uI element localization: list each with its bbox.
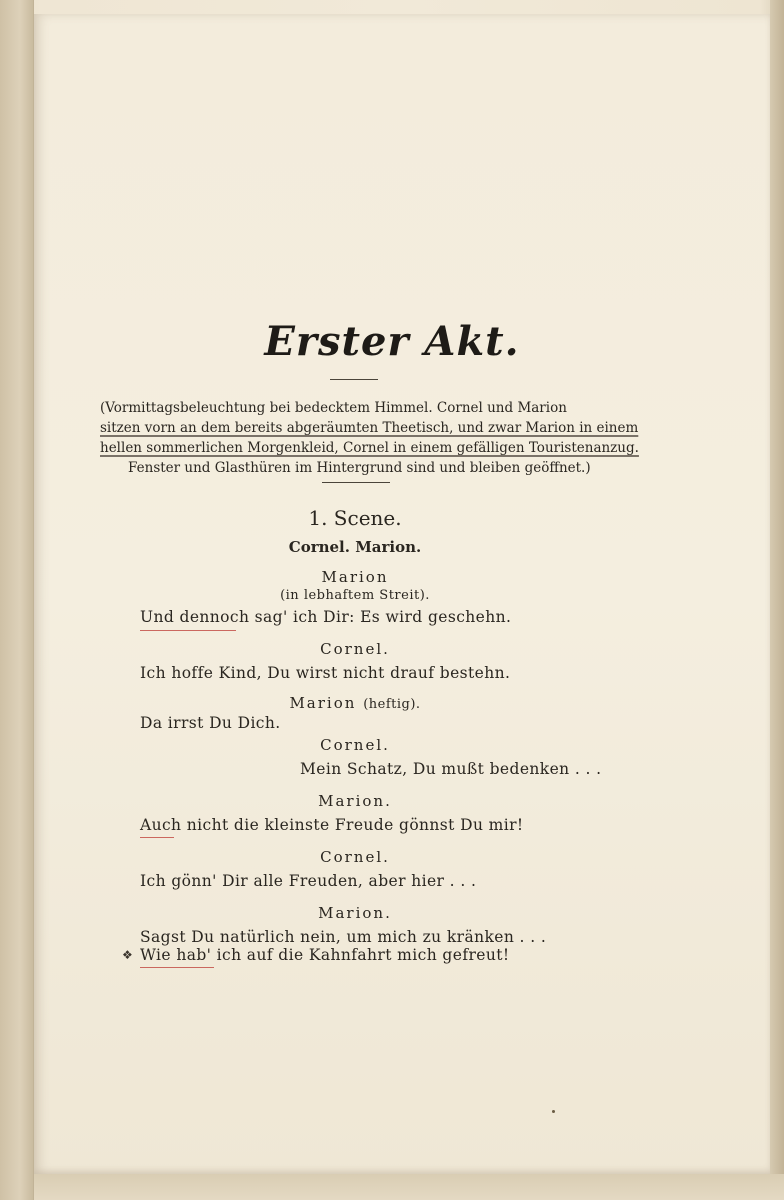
stage-direction-line: hellen sommerlichen Morgenkleid, Cornel in einem gefälligen Touristenanzug. (100, 440, 639, 456)
speech-line: Da irrst Du Dich. (140, 714, 281, 732)
speaker-name: Marion. (318, 904, 392, 922)
speaker-name: Cornel. (320, 640, 390, 658)
speaker-name: Cornel. (320, 736, 390, 754)
margin-mark-icon: ❖ (122, 948, 133, 962)
speech-line: Wie hab' ich auf die Kahnfahrt mich gefreut! (140, 946, 510, 964)
stage-direction-line: sitzen vorn an dem bereits abgeräumten Theetisch, und zwar Marion in einem (100, 420, 639, 436)
speaker-name: Marion (321, 568, 389, 586)
speaker-name: Marion. (318, 792, 392, 810)
speaker-name: Cornel. (320, 848, 390, 866)
speech-line: Ich gönn' Dir alle Freuden, aber hier . . . (140, 872, 477, 890)
paper-speck (552, 1110, 555, 1113)
speaker-aside: (heftig). (363, 697, 421, 712)
speaker-aside: (in lebhaftem Streit). (280, 588, 430, 603)
speech-line: Auch nicht die kleinste Freude gönnst Du mir! (140, 816, 524, 834)
stage-direction-line: Fenster und Glasthüren im Hintergrund sind und bleiben geöffnet.) (128, 460, 591, 476)
right-page-edge (770, 0, 784, 1200)
stage-direction-rule (322, 482, 390, 483)
speech-line: Ich hoffe Kind, Du wirst nicht drauf bestehn. (140, 664, 511, 682)
page-bottom-edge (34, 1174, 784, 1200)
speaker-name (0, 694, 710, 712)
speech-line: Und dennoch sag' ich Dir: Es wird geschehn. (140, 608, 512, 626)
speech-line: Mein Schatz, Du mußt bedenken . . . (300, 760, 602, 778)
stage-direction (100, 398, 639, 478)
scene-title: 1. Scene. (308, 506, 402, 530)
red-underline (140, 837, 174, 838)
speaker-name-text: Marion (289, 694, 357, 712)
act-title: Erster Akt. (264, 318, 520, 365)
stage-direction-line: (Vormittagsbeleuchtung bei bedecktem Himmel. Cornel und Marion (100, 400, 567, 416)
scene-characters: Cornel. Marion. (288, 538, 422, 556)
red-underline (140, 967, 214, 968)
title-rule (330, 379, 378, 380)
red-underline (140, 630, 236, 631)
speech-line: Sagst Du natürlich nein, um mich zu kränken . . . (140, 928, 547, 946)
